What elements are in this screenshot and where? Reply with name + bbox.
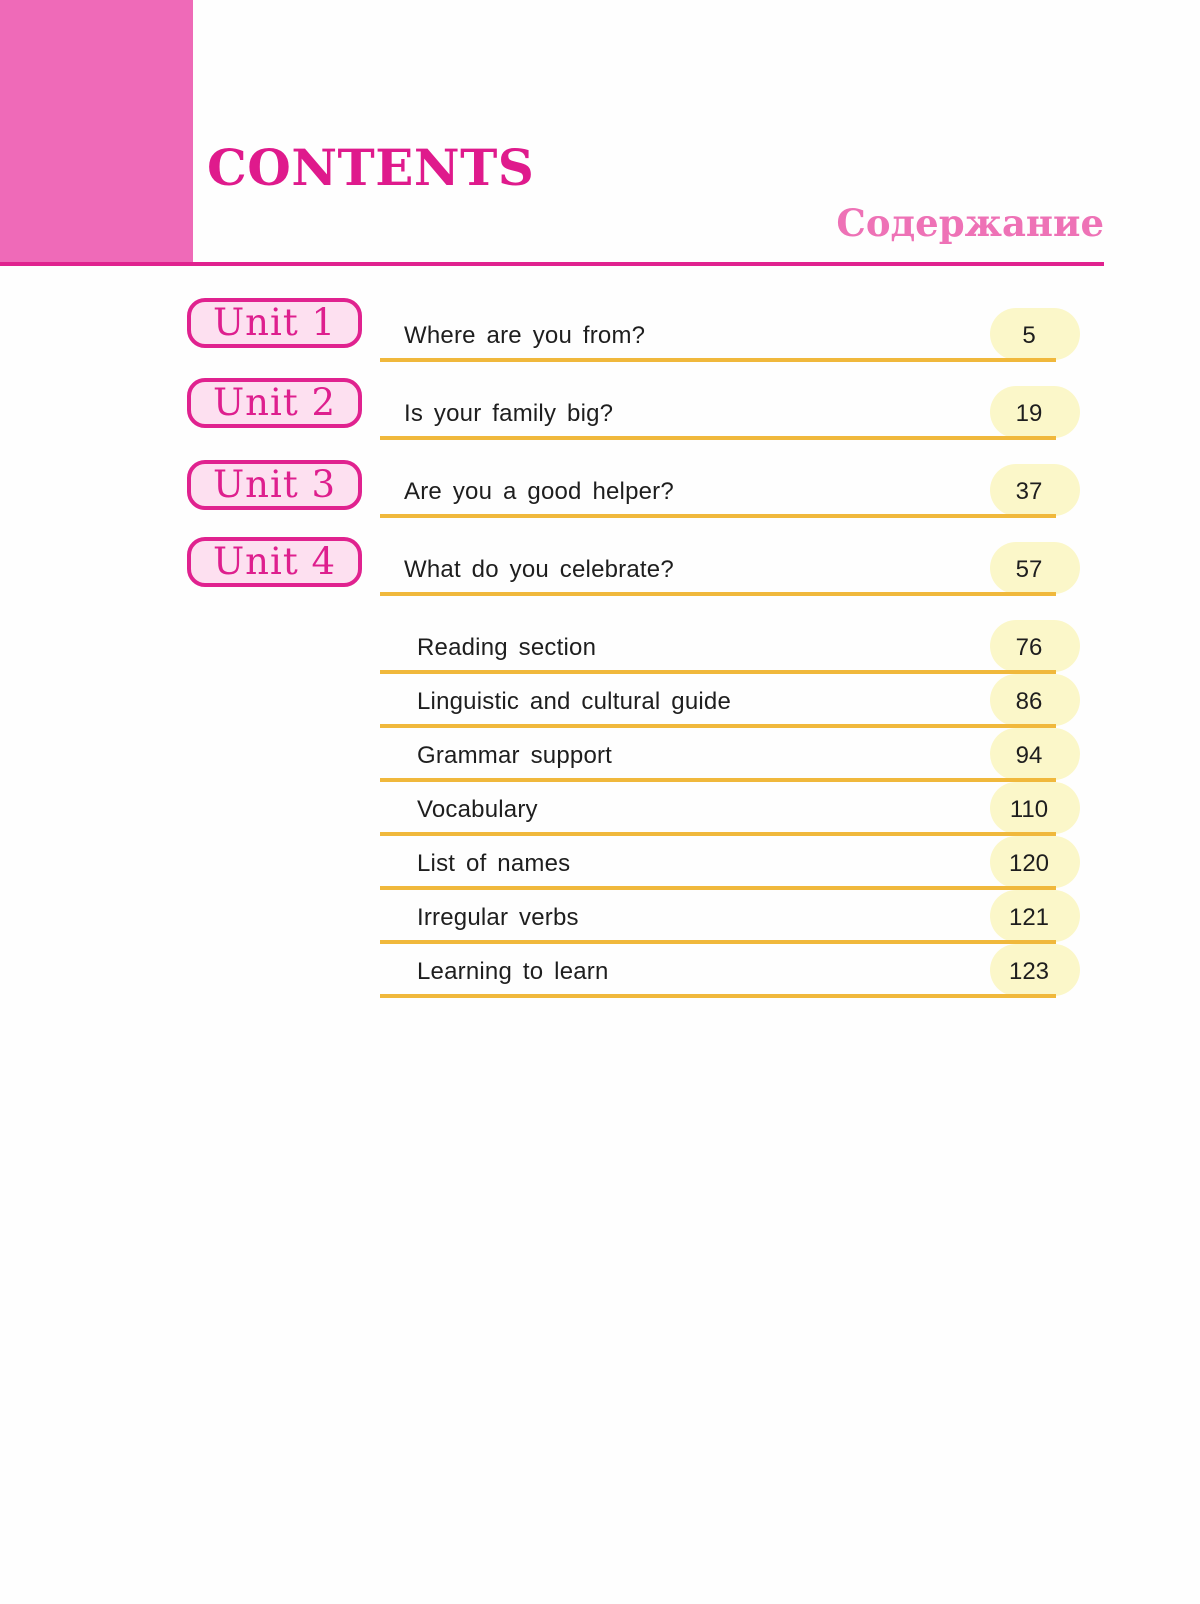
page-title: CONTENTS: [207, 138, 535, 197]
row-underline: [380, 724, 1056, 728]
toc-row-reading-section[interactable]: [380, 622, 1080, 674]
toc-entry-title: Vocabulary: [417, 796, 538, 823]
toc-page-number: 76: [1015, 634, 1043, 661]
toc-page-number: 19: [1015, 400, 1043, 427]
toc-entry-title: List of names: [417, 850, 571, 877]
toc-page-number: 5: [1022, 322, 1036, 349]
toc-row-vocabulary[interactable]: [380, 784, 1080, 836]
row-underline: [380, 592, 1056, 596]
row-underline: [380, 514, 1056, 518]
toc-page-number: 57: [1015, 556, 1043, 583]
toc-row-linguistic-guide[interactable]: [380, 676, 1080, 728]
toc-entry-title: Is your family big?: [404, 400, 614, 427]
toc-entry-title: Reading section: [417, 634, 597, 661]
toc-page-number: 121: [1008, 904, 1050, 931]
toc-entry-title: Irregular verbs: [417, 904, 579, 931]
page-subtitle: Содержание: [836, 201, 1104, 245]
row-underline: [380, 832, 1056, 836]
toc-row-learning-to-learn[interactable]: [380, 946, 1080, 998]
row-underline: [380, 436, 1056, 440]
toc-row-list-of-names[interactable]: [380, 838, 1080, 890]
toc-row-unit-4[interactable]: [380, 544, 1080, 596]
toc-page-number: 94: [1015, 742, 1043, 769]
toc-page-number: 86: [1015, 688, 1043, 715]
row-underline: [380, 778, 1056, 782]
toc-page-number: 110: [1009, 796, 1049, 823]
toc-entry-title: Where are you from?: [404, 322, 646, 349]
unit-badge-4: Unit 4: [187, 537, 362, 587]
toc-row-grammar-support[interactable]: [380, 730, 1080, 782]
toc-row-irregular-verbs[interactable]: [380, 892, 1080, 944]
header-divider: [0, 262, 1104, 266]
header-color-block: [0, 0, 193, 265]
row-underline: [380, 940, 1056, 944]
toc-entry-title: Are you a good helper?: [404, 478, 674, 505]
row-underline: [380, 670, 1056, 674]
toc-entry-title: Learning to learn: [417, 958, 609, 985]
toc-page-number: 37: [1015, 478, 1043, 505]
toc-row-unit-3[interactable]: [380, 466, 1080, 518]
toc-entry-title: Grammar support: [417, 742, 613, 769]
toc-entry-title: Linguistic and cultural guide: [417, 688, 731, 715]
row-underline: [380, 358, 1056, 362]
toc-row-unit-1[interactable]: [380, 310, 1080, 362]
unit-badge-3: Unit 3: [187, 460, 362, 510]
row-underline: [380, 886, 1056, 890]
toc-entry-title: What do you celebrate?: [404, 556, 674, 583]
unit-badge-1: Unit 1: [187, 298, 362, 348]
toc-page-number: 120: [1008, 850, 1050, 877]
toc-page-number: 123: [1008, 958, 1050, 985]
toc-row-unit-2[interactable]: [380, 388, 1080, 440]
row-underline: [380, 994, 1056, 998]
unit-badge-2: Unit 2: [187, 378, 362, 428]
